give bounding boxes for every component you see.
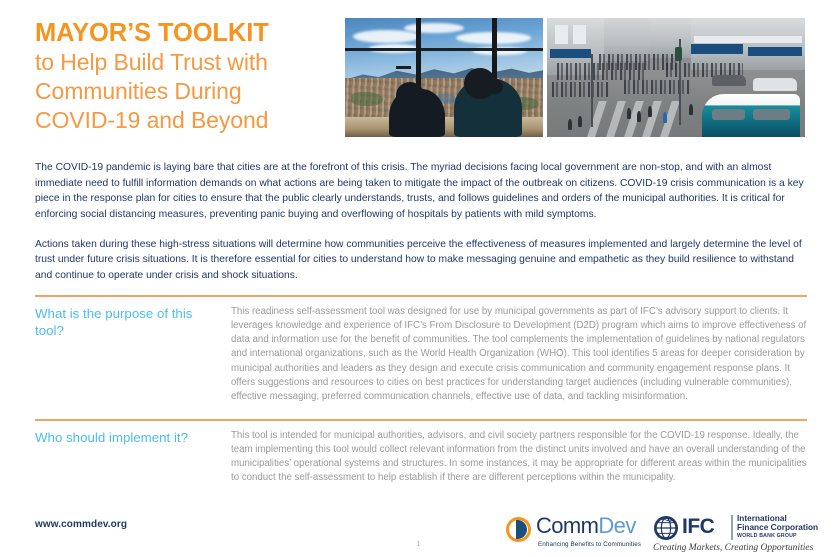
photo-silhouette-child-head [396, 82, 424, 108]
ifc-tagline: Creating Markets, Creating Opportunities [653, 543, 814, 553]
document-header [0, 0, 837, 150]
title-line-1: MAYOR’S TOOLKIT [35, 19, 269, 47]
commdev-website-link[interactable]: www.commdev.org [35, 519, 128, 530]
qa-row [35, 297, 807, 405]
photo-pedestrian [637, 111, 641, 122]
ifc-full-name [737, 514, 818, 539]
title-line-4: COVID-19 and Beyond [35, 107, 269, 134]
qa-answer-purpose: This readiness self-assessment tool was designed for use by municipal governments as part of IFC’s advisory support to clients. It leverages knowledge and experience of IFC’s From Disclosure to Development (D2D) program which aims to improve effectiveness of data and information use for the benefit of communities. The tool complements the implementation of guidelines by national regulators and international organizations, such as the World Health Organization (WHO). This tool identifies 5 areas for deeper consideration by municipal authorities and leaders as they design and execute crisis communication and community engagement response plans. It offers suggestions and resources to cities on best practices for understanding target audiences (including vulnerable communities), effective messaging, preferred communication channels, effective use of data, and tackling misinformation. [231, 305, 807, 402]
photo-bus-window [753, 109, 790, 120]
photo-car [712, 75, 746, 86]
photo-bus-window [712, 109, 745, 120]
photo-building [650, 18, 691, 58]
document-footer [0, 505, 837, 557]
photo-storefront-sign [691, 44, 743, 54]
photo-window-rail [345, 48, 543, 51]
document-title [35, 18, 335, 136]
photo-crowd [599, 54, 676, 71]
title-line-3: Communities During [35, 78, 242, 105]
qa-question-implementer: Who should implement it? [35, 429, 188, 445]
photo-pedestrian [627, 108, 631, 119]
ifc-letters: IFC [682, 515, 715, 538]
crowded-street-photo [547, 18, 805, 137]
ifc-logo [653, 513, 818, 555]
commdev-wordmark [536, 515, 636, 537]
photo-awning [694, 36, 802, 43]
globe-icon [653, 515, 679, 541]
qa-question-purpose: What is the purpose of this tool? [35, 305, 193, 339]
photo-traffic-light [675, 47, 682, 61]
intro-paragraph-1: The COVID-19 pandemic is laying bare that cities are at the forefront of this crisis. The myriad decisions facing local government are non-stop, and with an almost immediate need to fulfill information demands on what actions are being taken to mitigate the impact of the outbreak on citizens. COVID-19 crisis communication is a key piece in the response plan for cities to ensure that the public clearly understands, trusts, and follows guidelines and orders of the municipal authorities. It is critical for enforcing social distancing measures, preventing panic buying and overflowing of hospitals by patients with mild symptoms. [35, 162, 804, 220]
photo-cloud [353, 30, 420, 43]
page-number: 1 [416, 541, 421, 548]
photo-pedestrian [648, 106, 652, 117]
qa-section-implementer [35, 419, 807, 486]
qa-answer-implementer: This tool is intended for municipal authorities, advisors, and civil society partners responsible for the COVID-19 response. Ideally, the team implementing this tool would collect relevant information from the distinct units involved and have an overall understanding of the municipalities’ operational systems and structures. In some instances, it may be appropriate for different areas within the municipalities to conduct the self-assessment to help establish if there are different perceptions within the municipality. [231, 429, 807, 484]
photo-storefront-sign [550, 49, 591, 59]
ifc-name-line-1: International [737, 513, 787, 523]
photo-silhouette-adult-hair [488, 79, 503, 94]
photo-green-patch [351, 92, 383, 106]
photo-window-strip [555, 25, 568, 44]
photo-bus [702, 94, 800, 137]
photo-crowd [552, 82, 609, 96]
photo-crowd [624, 80, 691, 94]
photo-storefront-sign [748, 47, 802, 57]
photo-pedestrian [568, 119, 572, 130]
photo-light-pole [591, 54, 593, 128]
city-overlook-photo [345, 18, 543, 137]
commdev-word-comm: Comm [536, 513, 599, 538]
photo-window-strip [573, 25, 586, 44]
commdev-tagline: Enhancing Benefits to Communities [538, 541, 642, 548]
photo-pedestrian [689, 104, 693, 115]
intro-paragraph-2: Actions taken during these high-stress situations will determine how communities perceive the effectiveness of measures implemented and largely determine the level of trust under future crisis situations. It is therefore essential for cities to understand how to make messaging genuine and empathetic as they build resilience to withstand and continue to operate under crisis and shock situations. [35, 238, 802, 281]
photo-pedestrian [578, 116, 582, 127]
intro-section [35, 160, 807, 283]
title-line-2: to Help Build Trust with [35, 49, 268, 76]
photo-pedestrian [663, 112, 667, 123]
ifc-name-line-2: Finance Corporation [737, 522, 819, 533]
ifc-world-bank-group: WORLD BANK GROUP [737, 532, 797, 539]
ifc-logo-divider [731, 515, 733, 540]
photo-window-handle [396, 66, 411, 69]
photo-car [753, 78, 797, 91]
commdev-word-dev: Dev [598, 513, 636, 538]
qa-row [35, 421, 807, 486]
qa-section-purpose [35, 295, 807, 404]
